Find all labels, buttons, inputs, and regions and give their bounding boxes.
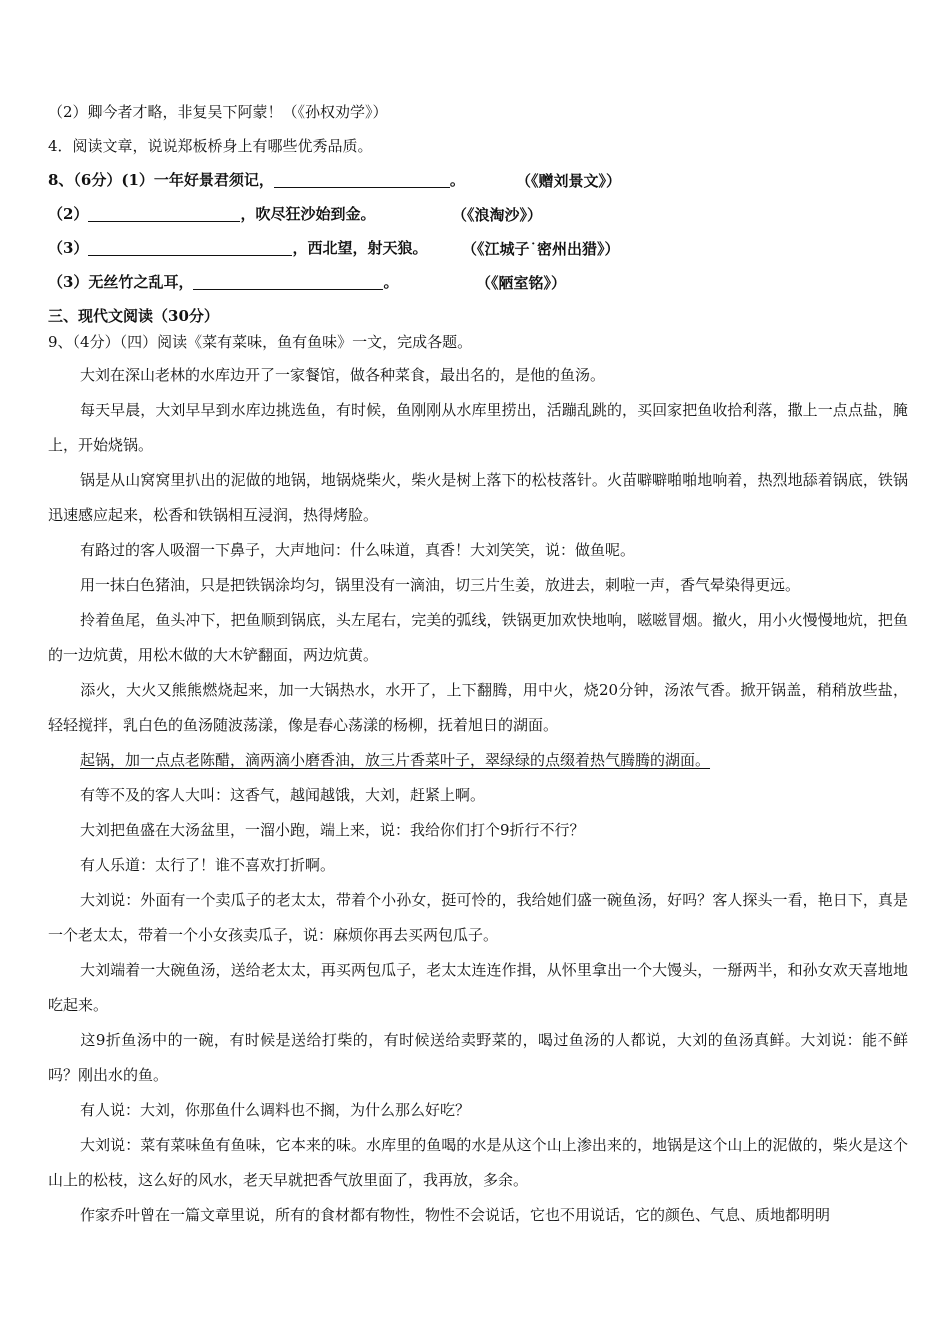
q8-l2-num: （2） [48, 205, 89, 223]
article-paragraph-underlined: 起锅，加一点点老陈醋，滴两滴小磨香油，放三片香菜叶子，翠绿绿的点缀着热气腾腾的湖面。 [80, 751, 711, 769]
q8-l3-suffix: ，西北望，射天狼。 [292, 239, 428, 257]
item-q4-line: 4．阅读文章，说说郑板桥身上有哪些优秀品质。 [48, 137, 373, 155]
q8-line-4 [48, 272, 398, 292]
q8-l4-prefix: （3）无丝竹之乱耳， [48, 273, 194, 291]
q9-prompt: 9、（4分）（四）阅读《菜有菜味，鱼有鱼味》一文，完成各题。 [48, 333, 473, 351]
article-paragraph: 有路过的客人吸溜一下鼻子，大声地问：什么味道，真香！大刘笑笑，说：做鱼呢。 [80, 541, 636, 559]
article-paragraph: 大刘说：菜有菜味鱼有鱼味，它本来的味。水库里的鱼喝的水是从这个山上渗出来的，地锅是这个山上的泥做的，柴火是这个山上的松枝，这么好的风水，老天早就把香气放里面了，我再放，多余。 [48, 1136, 908, 1189]
q8-l2-source: （《浪淘沙》） [452, 206, 543, 224]
q8-head: 8、（6分） [48, 171, 122, 189]
q8-l1-prefix: (1）一年好景君须记， [121, 171, 274, 189]
article-paragraph: 有人说：大刘，你那鱼什么调料也不搁，为什么那么好吃？ [80, 1101, 471, 1119]
article-paragraph: 每天早晨，大刘早早到水库边挑选鱼，有时候，鱼刚刚从水库里捞出，活蹦乱跳的，买回家把鱼收拾利落，撒上一点点盐，腌上，开始烧锅。 [48, 401, 908, 454]
q8-l3-source: （《江城子˙密州出猎》） [462, 240, 620, 258]
q8-l1-suffix: 。 [449, 171, 465, 189]
q8-l1-blank[interactable] [274, 171, 450, 188]
article-paragraph: 锅是从山窝窝里扒出的泥做的地锅，地锅烧柴火，柴火是树上落下的松枝落针。火苗噼噼啪啪地响着，热烈地舔着锅底，铁锅迅速感应起来，松香和铁锅相互浸润，热得烤脸。 [48, 471, 908, 524]
q8-l4-source: （《陋室铭》） [476, 274, 567, 292]
q8-line-2 [48, 204, 375, 224]
article-paragraph: 拎着鱼尾，鱼头冲下，把鱼顺到锅底，头左尾右，完美的弧线，铁锅更加欢快地响，嗞嗞冒烟。撤火，用小火慢慢地炕，把鱼的一边炕黄，用松木做的大木铲翻面，两边炕黄。 [48, 611, 908, 664]
article-paragraph: 大刘端着一大碗鱼汤，送给老太太，再买两包瓜子，老太太连连作揖，从怀里拿出一个大馒头，一掰两半，和孙女欢天喜地地吃起来。 [48, 961, 908, 1014]
q8-line-3 [48, 238, 427, 258]
article-paragraph: 用一抹白色猪油，只是把铁锅涂均匀，锅里没有一滴油，切三片生姜，放进去，刺啦一声，香气晕染得更远。 [80, 576, 801, 594]
article-paragraph: 添火，大火又熊熊燃烧起来，加一大锅热水，水开了，上下翻腾，用中火，烧20分钟，汤浓气香。掀开锅盖，稍稍放些盐，轻轻搅拌，乳白色的鱼汤随波荡漾，像是春心荡漾的杨柳，抚着旭日的湖面。 [48, 681, 908, 734]
q8-l2-suffix: ，吹尽狂沙始到金。 [240, 205, 376, 223]
article-paragraph: 大刘说：外面有一个卖瓜子的老太太，带着个小孙女，挺可怜的，我给她们盛一碗鱼汤，好吗？客人探头一看，艳日下，真是一个老太太，带着一个小女孩卖瓜子，说：麻烦你再去买两包瓜子。 [48, 891, 908, 944]
article-paragraph: 作家乔叶曾在一篇文章里说，所有的食材都有物性，物性不会说话，它也不用说话，它的颜色、气息、质地都明明 [80, 1206, 831, 1224]
q8-l3-blank[interactable] [88, 239, 292, 256]
q8-l4-blank[interactable] [193, 273, 383, 290]
section3-title: 三、现代文阅读（30分） [48, 307, 219, 325]
article-paragraph: 有人乐道：太行了！谁不喜欢打折啊。 [80, 856, 336, 874]
article-paragraph: 有等不及的客人大叫：这香气，越闻越饿，大刘，赶紧上啊。 [80, 786, 486, 804]
article-paragraph: 大刘在深山老林的水库边开了一家餐馆，做各种菜食，最出名的，是他的鱼汤。 [80, 366, 606, 384]
item-q2-line: （2）卿今者才略，非复吴下阿蒙！（《孙权劝学》） [48, 103, 388, 121]
article-paragraph: 大刘把鱼盛在大汤盆里，一溜小跑，端上来，说：我给你们打个9折行不行？ [80, 821, 585, 839]
q8-l2-blank[interactable] [88, 205, 240, 222]
q8-l1-source: （《赠刘景文》） [516, 172, 622, 190]
q8-l4-suffix: 。 [383, 273, 399, 291]
article-paragraph: 这9折鱼汤中的一碗，有时候是送给打柴的，有时候送给卖野菜的，喝过鱼汤的人都说，大刘的鱼汤真鲜。大刘说：能不鲜吗？刚出水的鱼。 [48, 1031, 908, 1084]
q8-line-1 [48, 170, 465, 190]
q8-l3-num: （3） [48, 239, 89, 257]
